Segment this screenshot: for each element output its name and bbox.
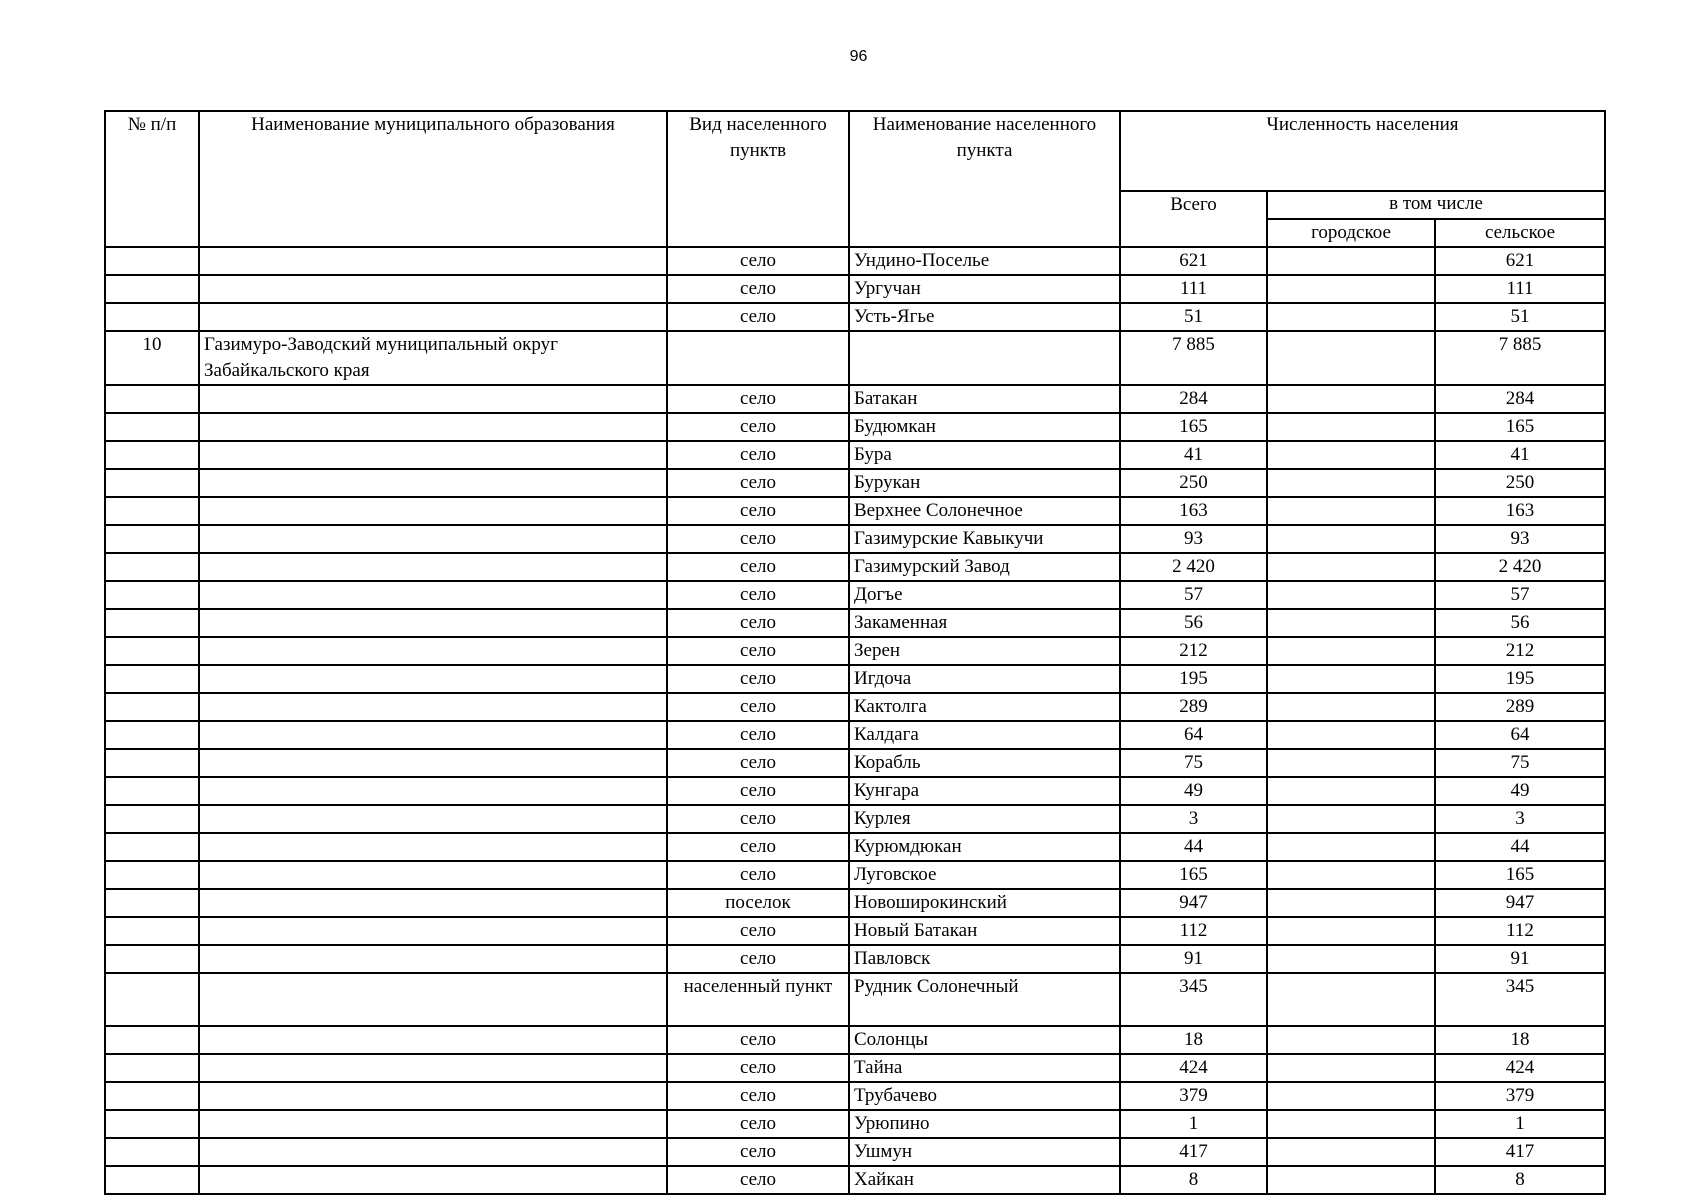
cell-rural: 165	[1435, 861, 1605, 889]
table-row	[105, 805, 1605, 833]
cell-type: поселок	[667, 889, 849, 917]
cell-type: село	[667, 1138, 849, 1166]
cell-urban	[1267, 693, 1435, 721]
cell-rural: 7 885	[1435, 331, 1605, 385]
cell-settlement: Игдоча	[849, 665, 1120, 693]
header-total: Всего	[1120, 191, 1267, 247]
cell-rural: 345	[1435, 973, 1605, 1026]
cell-type: село	[667, 1110, 849, 1138]
cell-total: 947	[1120, 889, 1267, 917]
cell-settlement: Усть-Ягье	[849, 303, 1120, 331]
cell-total: 75	[1120, 749, 1267, 777]
table-row	[105, 693, 1605, 721]
cell-urban	[1267, 441, 1435, 469]
cell-rural: 621	[1435, 247, 1605, 275]
cell-urban	[1267, 721, 1435, 749]
table-row	[105, 1054, 1605, 1082]
cell-municipality	[199, 497, 667, 525]
cell-rural: 56	[1435, 609, 1605, 637]
cell-municipality: Газимуро-Заводский муниципальный округ Забайкальского края	[199, 331, 667, 385]
cell-rural: 111	[1435, 275, 1605, 303]
cell-rural: 1	[1435, 1110, 1605, 1138]
cell-settlement: Ургучан	[849, 275, 1120, 303]
cell-type: населенный пункт	[667, 973, 849, 1026]
cell-num	[105, 247, 199, 275]
cell-total: 7 885	[1120, 331, 1267, 385]
table-row	[105, 973, 1605, 1026]
cell-num: 10	[105, 331, 199, 385]
cell-settlement: Газимурские Кавыкучи	[849, 525, 1120, 553]
cell-settlement: Бурукан	[849, 469, 1120, 497]
table-row	[105, 889, 1605, 917]
cell-total: 41	[1120, 441, 1267, 469]
cell-urban	[1267, 275, 1435, 303]
cell-municipality	[199, 637, 667, 665]
cell-total: 49	[1120, 777, 1267, 805]
cell-total: 64	[1120, 721, 1267, 749]
cell-type: село	[667, 581, 849, 609]
cell-urban	[1267, 833, 1435, 861]
cell-num	[105, 553, 199, 581]
cell-rural: 212	[1435, 637, 1605, 665]
cell-total: 195	[1120, 665, 1267, 693]
cell-type: село	[667, 777, 849, 805]
cell-municipality	[199, 385, 667, 413]
cell-rural: 417	[1435, 1138, 1605, 1166]
cell-urban	[1267, 973, 1435, 1026]
cell-settlement	[849, 331, 1120, 385]
cell-total: 289	[1120, 693, 1267, 721]
header-population: Численность населения	[1120, 111, 1605, 191]
cell-municipality	[199, 525, 667, 553]
cell-total: 56	[1120, 609, 1267, 637]
cell-municipality	[199, 973, 667, 1026]
cell-num	[105, 497, 199, 525]
cell-urban	[1267, 861, 1435, 889]
cell-type: село	[667, 469, 849, 497]
cell-rural: 44	[1435, 833, 1605, 861]
table-row	[105, 247, 1605, 275]
cell-type: село	[667, 441, 849, 469]
cell-total: 379	[1120, 1082, 1267, 1110]
cell-total: 165	[1120, 413, 1267, 441]
cell-settlement: Курлея	[849, 805, 1120, 833]
cell-rural: 93	[1435, 525, 1605, 553]
cell-num	[105, 1082, 199, 1110]
cell-urban	[1267, 609, 1435, 637]
cell-rural: 49	[1435, 777, 1605, 805]
cell-rural: 91	[1435, 945, 1605, 973]
table-row	[105, 665, 1605, 693]
cell-total: 111	[1120, 275, 1267, 303]
cell-municipality	[199, 553, 667, 581]
cell-num	[105, 1026, 199, 1054]
table-row	[105, 1110, 1605, 1138]
cell-settlement: Будюмкан	[849, 413, 1120, 441]
header-num: № п/п	[105, 111, 199, 247]
cell-rural: 51	[1435, 303, 1605, 331]
cell-rural: 195	[1435, 665, 1605, 693]
table-row	[105, 721, 1605, 749]
cell-urban	[1267, 331, 1435, 385]
cell-rural: 2 420	[1435, 553, 1605, 581]
cell-type: село	[667, 553, 849, 581]
table-row	[105, 497, 1605, 525]
cell-total: 91	[1120, 945, 1267, 973]
table-row	[105, 385, 1605, 413]
cell-urban	[1267, 1110, 1435, 1138]
table-row	[105, 1082, 1605, 1110]
municipality-row	[105, 331, 1605, 385]
cell-total: 3	[1120, 805, 1267, 833]
cell-num	[105, 749, 199, 777]
page-number: 96	[849, 48, 868, 65]
cell-num	[105, 525, 199, 553]
cell-municipality	[199, 945, 667, 973]
cell-settlement: Луговское	[849, 861, 1120, 889]
cell-num	[105, 581, 199, 609]
cell-municipality	[199, 1110, 667, 1138]
cell-num	[105, 637, 199, 665]
cell-rural: 41	[1435, 441, 1605, 469]
cell-rural: 64	[1435, 721, 1605, 749]
cell-municipality	[199, 833, 667, 861]
cell-rural: 250	[1435, 469, 1605, 497]
cell-type: село	[667, 833, 849, 861]
cell-total: 212	[1120, 637, 1267, 665]
cell-settlement: Трубачево	[849, 1082, 1120, 1110]
cell-rural: 165	[1435, 413, 1605, 441]
cell-municipality	[199, 247, 667, 275]
cell-settlement: Новоширокинский	[849, 889, 1120, 917]
cell-num	[105, 413, 199, 441]
cell-municipality	[199, 413, 667, 441]
cell-municipality	[199, 721, 667, 749]
cell-num	[105, 385, 199, 413]
cell-rural: 284	[1435, 385, 1605, 413]
cell-settlement: Корабль	[849, 749, 1120, 777]
cell-urban	[1267, 777, 1435, 805]
cell-num	[105, 275, 199, 303]
cell-total: 621	[1120, 247, 1267, 275]
cell-type: село	[667, 497, 849, 525]
cell-type: село	[667, 385, 849, 413]
table-row	[105, 303, 1605, 331]
cell-total: 250	[1120, 469, 1267, 497]
cell-type: село	[667, 525, 849, 553]
cell-settlement: Догъе	[849, 581, 1120, 609]
cell-urban	[1267, 553, 1435, 581]
cell-urban	[1267, 1166, 1435, 1194]
table-row	[105, 917, 1605, 945]
table-row	[105, 553, 1605, 581]
cell-urban	[1267, 497, 1435, 525]
cell-settlement: Верхнее Солонечное	[849, 497, 1120, 525]
cell-type: село	[667, 637, 849, 665]
cell-settlement: Ушмун	[849, 1138, 1120, 1166]
cell-settlement: Курюмдюкан	[849, 833, 1120, 861]
cell-num	[105, 721, 199, 749]
cell-municipality	[199, 805, 667, 833]
cell-total: 417	[1120, 1138, 1267, 1166]
cell-num	[105, 917, 199, 945]
cell-total: 44	[1120, 833, 1267, 861]
cell-type: село	[667, 1082, 849, 1110]
cell-municipality	[199, 1166, 667, 1194]
cell-rural: 3	[1435, 805, 1605, 833]
cell-total: 163	[1120, 497, 1267, 525]
cell-type: село	[667, 805, 849, 833]
cell-municipality	[199, 1026, 667, 1054]
cell-urban	[1267, 749, 1435, 777]
table-row	[105, 637, 1605, 665]
cell-rural: 112	[1435, 917, 1605, 945]
cell-num	[105, 1138, 199, 1166]
cell-rural: 18	[1435, 1026, 1605, 1054]
cell-num	[105, 441, 199, 469]
cell-total: 2 420	[1120, 553, 1267, 581]
cell-urban	[1267, 303, 1435, 331]
header-municipality: Наименование муниципального образования	[199, 111, 667, 247]
population-table	[104, 110, 1606, 1195]
cell-type: село	[667, 1026, 849, 1054]
cell-settlement: Хайкан	[849, 1166, 1120, 1194]
cell-num	[105, 303, 199, 331]
table-row	[105, 861, 1605, 889]
cell-municipality	[199, 581, 667, 609]
cell-num	[105, 609, 199, 637]
cell-rural: 8	[1435, 1166, 1605, 1194]
table-row	[105, 469, 1605, 497]
cell-num	[105, 861, 199, 889]
table-row	[105, 581, 1605, 609]
table-row	[105, 833, 1605, 861]
cell-type: село	[667, 945, 849, 973]
cell-num	[105, 1110, 199, 1138]
cell-urban	[1267, 945, 1435, 973]
cell-municipality	[199, 693, 667, 721]
cell-municipality	[199, 749, 667, 777]
cell-num	[105, 469, 199, 497]
table-row	[105, 777, 1605, 805]
cell-settlement: Павловск	[849, 945, 1120, 973]
cell-total: 345	[1120, 973, 1267, 1026]
cell-num	[105, 1054, 199, 1082]
cell-total: 18	[1120, 1026, 1267, 1054]
cell-num	[105, 945, 199, 973]
cell-total: 51	[1120, 303, 1267, 331]
cell-type: село	[667, 861, 849, 889]
cell-total: 112	[1120, 917, 1267, 945]
cell-settlement: Кактолга	[849, 693, 1120, 721]
cell-rural: 57	[1435, 581, 1605, 609]
cell-settlement: Ундино-Поселье	[849, 247, 1120, 275]
cell-type: село	[667, 247, 849, 275]
cell-type: село	[667, 609, 849, 637]
cell-type: село	[667, 749, 849, 777]
cell-urban	[1267, 637, 1435, 665]
table-row	[105, 609, 1605, 637]
cell-municipality	[199, 1082, 667, 1110]
cell-urban	[1267, 581, 1435, 609]
cell-num	[105, 889, 199, 917]
cell-rural: 289	[1435, 693, 1605, 721]
table-row	[105, 1166, 1605, 1194]
cell-total: 93	[1120, 525, 1267, 553]
cell-type: село	[667, 303, 849, 331]
cell-municipality	[199, 889, 667, 917]
cell-municipality	[199, 917, 667, 945]
cell-type: село	[667, 721, 849, 749]
cell-settlement: Рудник Солонечный	[849, 973, 1120, 1026]
cell-municipality	[199, 275, 667, 303]
cell-urban	[1267, 525, 1435, 553]
cell-num	[105, 1166, 199, 1194]
table-header	[105, 111, 1605, 247]
cell-municipality	[199, 441, 667, 469]
cell-type: село	[667, 275, 849, 303]
cell-rural: 163	[1435, 497, 1605, 525]
cell-urban	[1267, 413, 1435, 441]
table-row	[105, 441, 1605, 469]
cell-urban	[1267, 889, 1435, 917]
cell-settlement: Солонцы	[849, 1026, 1120, 1054]
cell-municipality	[199, 665, 667, 693]
table-row	[105, 525, 1605, 553]
cell-urban	[1267, 665, 1435, 693]
cell-urban	[1267, 385, 1435, 413]
cell-municipality	[199, 303, 667, 331]
table-row	[105, 1026, 1605, 1054]
header-rural: сельское	[1435, 219, 1605, 247]
cell-settlement: Тайна	[849, 1054, 1120, 1082]
cell-municipality	[199, 469, 667, 497]
header-urban: городское	[1267, 219, 1435, 247]
cell-num	[105, 665, 199, 693]
cell-rural: 947	[1435, 889, 1605, 917]
cell-num	[105, 805, 199, 833]
cell-settlement: Кунгара	[849, 777, 1120, 805]
header-type: Вид населенного пунктв	[667, 111, 849, 247]
cell-urban	[1267, 917, 1435, 945]
header-including	[1267, 191, 1605, 219]
cell-municipality	[199, 609, 667, 637]
cell-type: село	[667, 693, 849, 721]
cell-type: село	[667, 917, 849, 945]
cell-num	[105, 833, 199, 861]
cell-settlement: Бура	[849, 441, 1120, 469]
cell-total: 57	[1120, 581, 1267, 609]
cell-num	[105, 693, 199, 721]
cell-municipality	[199, 1138, 667, 1166]
cell-total: 424	[1120, 1054, 1267, 1082]
cell-municipality	[199, 861, 667, 889]
table-row	[105, 413, 1605, 441]
cell-settlement: Газимурский Завод	[849, 553, 1120, 581]
cell-urban	[1267, 805, 1435, 833]
cell-rural: 75	[1435, 749, 1605, 777]
cell-total: 8	[1120, 1166, 1267, 1194]
cell-municipality	[199, 777, 667, 805]
table-row	[105, 749, 1605, 777]
cell-urban	[1267, 469, 1435, 497]
cell-urban	[1267, 1138, 1435, 1166]
cell-num	[105, 777, 199, 805]
cell-urban	[1267, 1054, 1435, 1082]
cell-total: 1	[1120, 1110, 1267, 1138]
cell-type: село	[667, 1166, 849, 1194]
cell-rural: 424	[1435, 1054, 1605, 1082]
table-row	[105, 1138, 1605, 1166]
cell-type: село	[667, 1054, 849, 1082]
cell-type	[667, 331, 849, 385]
cell-settlement: Новый Батакан	[849, 917, 1120, 945]
table-row	[105, 945, 1605, 973]
cell-total: 165	[1120, 861, 1267, 889]
cell-total: 284	[1120, 385, 1267, 413]
cell-settlement: Урюпино	[849, 1110, 1120, 1138]
cell-municipality	[199, 1054, 667, 1082]
cell-urban	[1267, 1082, 1435, 1110]
cell-urban	[1267, 247, 1435, 275]
cell-settlement: Калдага	[849, 721, 1120, 749]
cell-settlement: Закаменная	[849, 609, 1120, 637]
cell-type: село	[667, 413, 849, 441]
table-body	[105, 247, 1605, 1194]
header-including-label: в том числе	[1389, 193, 1483, 214]
cell-rural: 379	[1435, 1082, 1605, 1110]
table-row	[105, 275, 1605, 303]
cell-type: село	[667, 665, 849, 693]
header-settlement: Наименование населенного пункта	[849, 111, 1120, 247]
cell-urban	[1267, 1026, 1435, 1054]
cell-num	[105, 973, 199, 1026]
cell-settlement: Зерен	[849, 637, 1120, 665]
cell-settlement: Батакан	[849, 385, 1120, 413]
